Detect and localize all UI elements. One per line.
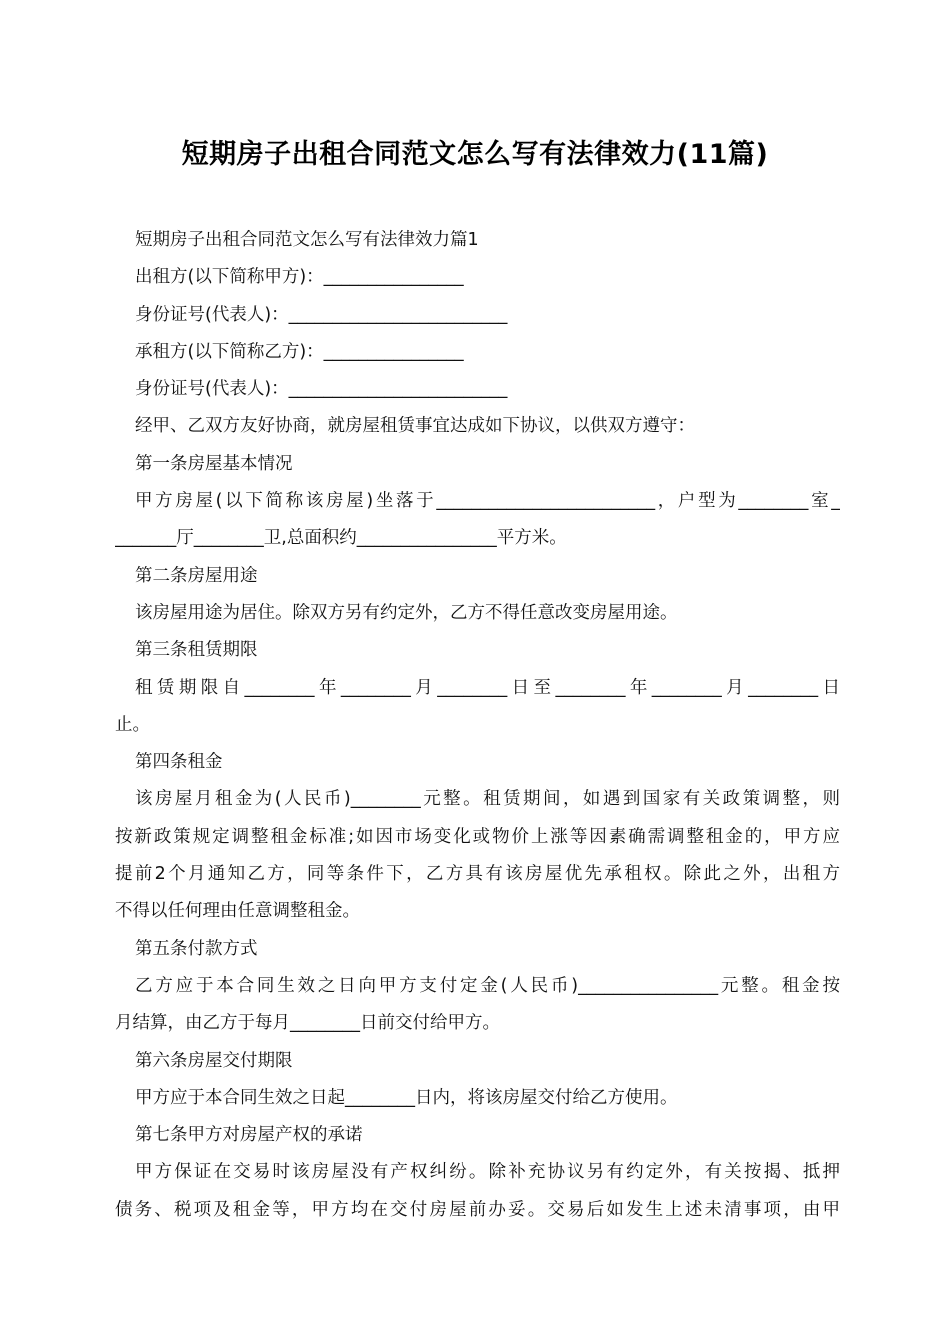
paragraph-line: 不得以任何理由任意调整租金。 [115, 901, 360, 922]
paragraph-line: 月结算，由乙方于每月________日前交付给甲方。 [115, 1013, 500, 1034]
preamble-text: 经甲、乙双方友好协商，就房屋租赁事宜达成如下协议，以供双方遵守： [135, 416, 695, 437]
article-heading: 第一条房屋基本情况 [135, 453, 293, 474]
paragraph-line: _______厅________卫,总面积约________________平方米。 [115, 528, 567, 549]
paragraph-line: 租赁期限自________年________月________日至________年________月________日 [135, 677, 840, 698]
article-heading: 第五条付款方式 [135, 938, 258, 959]
document-title: 短期房子出租合同范文怎么写有法律效力(11篇) [181, 139, 769, 170]
paragraph-line: 甲方房屋(以下简称该房屋)坐落于_________________________，户型为________室_ [135, 491, 840, 512]
section-heading: 短期房子出租合同范文怎么写有法律效力篇1 [135, 230, 479, 250]
document-body [115, 222, 840, 1229]
lessee-field: 承租方(以下简称乙方)：________________ [135, 341, 464, 362]
article-heading: 第四条租金 [135, 752, 223, 773]
lessor-field: 出租方(以下简称甲方)：________________ [135, 267, 464, 288]
paragraph-line: 债务、税项及租金等，甲方均在交付房屋前办妥。交易后如发生上述未清事项，由甲 [115, 1199, 840, 1220]
paragraph-line: 提前2个月通知乙方，同等条件下，乙方具有该房屋优先承租权。除此之外，出租方 [115, 864, 840, 885]
paragraph-line: 甲方保证在交易时该房屋没有产权纠纷。除补充协议另有约定外，有关按揭、抵押 [135, 1162, 840, 1183]
lessee-id-field: 身份证号(代表人)：_________________________ [135, 379, 508, 400]
lessor-id-field: 身份证号(代表人)：_________________________ [135, 304, 508, 325]
article-heading: 第六条房屋交付期限 [135, 1050, 293, 1071]
article-heading: 第二条房屋用途 [135, 565, 258, 586]
paragraph-line: 该房屋用途为居住。除双方另有约定外，乙方不得任意改变房屋用途。 [135, 602, 678, 623]
paragraph-line: 乙方应于本合同生效之日向甲方支付定金(人民币)________________元整。租金按 [135, 975, 840, 996]
paragraph-line: 甲方应于本合同生效之日起________日内，将该房屋交付给乙方使用。 [135, 1087, 678, 1108]
paragraph-line: 该房屋月租金为(人民币)________元整。租赁期间，如遇到国家有关政策调整，则 [135, 789, 840, 810]
article-heading: 第三条租赁期限 [135, 640, 258, 661]
paragraph-line: 止。 [115, 714, 150, 735]
article-heading: 第七条甲方对房屋产权的承诺 [135, 1125, 363, 1146]
paragraph-line: 按新政策规定调整租金标准;如因市场变化或物价上涨等因素确需调整租金的，甲方应 [115, 826, 840, 847]
